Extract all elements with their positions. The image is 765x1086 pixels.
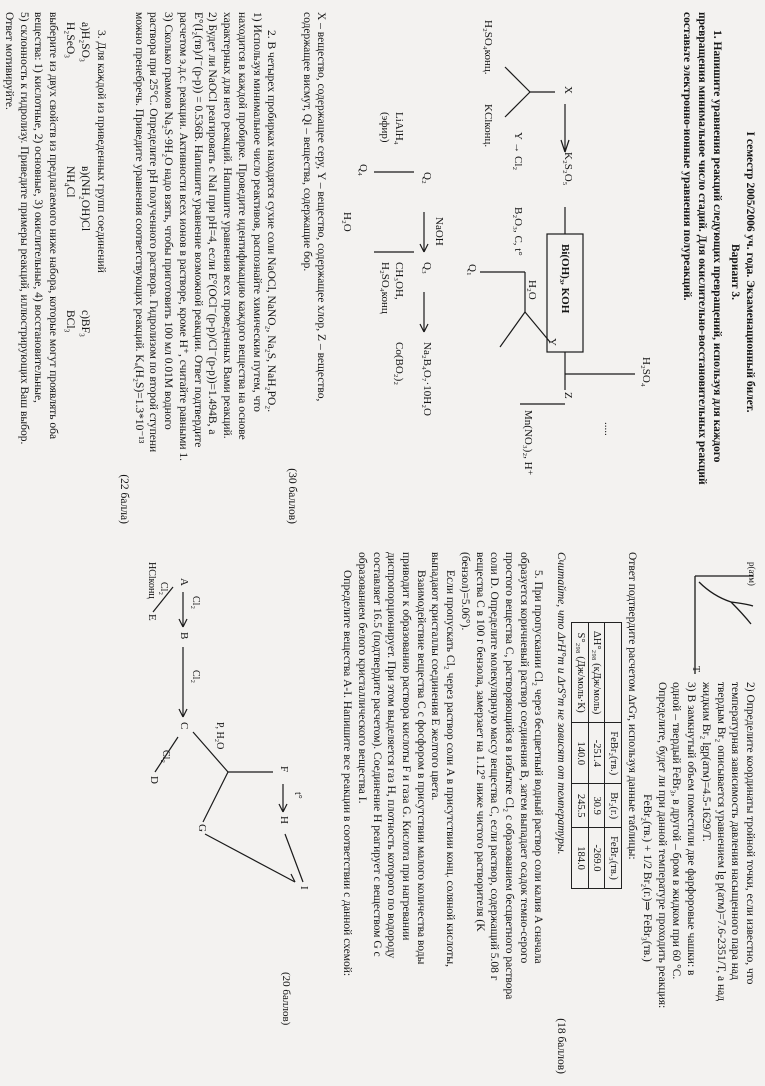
- node-e: E: [146, 614, 159, 621]
- z-label: Z: [562, 392, 575, 399]
- q3-line-2: вещества: 1) кислотные, 2) основные, 3) окислительные, 4) восстановительные,: [32, 12, 45, 403]
- table-cell: S°₂₉₈ (Дж/моль·К): [572, 623, 588, 723]
- h2so4-conc2-label: H₂SO₄конц: [379, 262, 392, 314]
- q4c-line-5: 3) В замкнутый объем поместили две фарфоровые чашки: в: [685, 682, 698, 976]
- q3-line-1: выберите из двух свойств из предлагаемого ниже набора, которые могут проявлять оба: [47, 12, 60, 440]
- node-a: A: [178, 578, 191, 586]
- q3-line-4: Ответ мотивируйте.: [3, 12, 16, 110]
- q3-group-a-2: H₂SeO₃: [63, 22, 76, 59]
- table-header-cell: FeBr₂(тв.): [605, 723, 621, 784]
- q2-line-5: 2) Будет ли NaOCl реагировать с NaI при pH=4, если E°(OCl⁻(р-р)/Cl⁻(р-р))=1.494В, а: [206, 12, 219, 435]
- q4c-line-4: жидким Br₂ lgp(атм)=4.5-1629/T.: [699, 682, 712, 842]
- q2-line-8: 3) Сколько граммов Na₂S·9H₂O надо взять, чтобы приготовить 100 мл 0.01М водного: [162, 12, 175, 430]
- table-cell: 30.9: [588, 784, 604, 828]
- reaction-scheme-2: [143, 552, 333, 1074]
- q5-line-10: приводит к образованию раствора кислоты F и газа G. Кислота при нагревании: [400, 552, 413, 941]
- q2-line-2: 1) Используя минимальное число реактивов, распознайте химическим путем, что: [250, 12, 263, 412]
- q5-line-13: образованием белого кристаллического вещества I.: [355, 552, 368, 804]
- q5-line-3: простого вещества C, растворяющийся в избытке Cl₂ с образованием бесцветного раствора: [503, 552, 516, 1000]
- pt-diagram: [687, 562, 757, 682]
- q4c-line-1: 2) Определите координаты тройной точки, если известно, что: [744, 682, 756, 985]
- q3-groups: [62, 22, 91, 532]
- table-row: [572, 623, 588, 889]
- q5-line-5: вещества C в 100 г бензола, замерзает на 1.12° ниже чистого растворителя (K: [473, 552, 486, 932]
- cobo-label: Co(BO₂)₂: [393, 342, 406, 386]
- q1-line-3: составьте электронно-ионные уравнения полуреакций.: [681, 12, 694, 301]
- q5-line-14: Определите вещества A-I. Напишите все реакции в соответствии с данной схемой:: [341, 570, 354, 977]
- table-cell: -269.0: [588, 828, 604, 889]
- q3-group-b-2: NH₄Cl: [63, 166, 76, 198]
- reagent-t: t°: [292, 792, 304, 799]
- y-cl2-label: Y → Cl₂: [512, 132, 525, 171]
- q1-label: Q₁: [466, 264, 479, 276]
- q4-points: (18 баллов): [555, 1018, 568, 1074]
- naoh-label: NaOH: [433, 217, 446, 246]
- q5-line-1: 5. При пропускании Cl₂ через бесцветный водный раствор соли калия A сначала: [532, 570, 545, 964]
- scheme-2-arrows: [143, 552, 333, 1074]
- q5-line-7: Если пропускать Cl₂ через раствор соли A в присутствии конц. соляной кислоты,: [444, 570, 457, 967]
- reagent-cl2-2: Cl₂: [190, 670, 202, 683]
- q5-line-2: образуется коричневый раствор соединения B, затем выпадает осадок темно-серого: [517, 552, 530, 964]
- q4c-line-7: Определите, будет ли при данной температуре проходить реакция:: [655, 682, 668, 1009]
- h2o-label-1: H₂O: [526, 280, 539, 300]
- dots-label: .....: [602, 422, 615, 436]
- node-g: G: [196, 824, 209, 832]
- q5-line-9: Взаимодействие вещества C с фосфором в присутствии малого количества воды: [414, 570, 427, 965]
- reagent-ph2o: P, H₂O: [214, 722, 226, 750]
- q4c-line-6: одной – твердый FeBr₃, в другой – бром в жидком при 60 °С.: [670, 682, 683, 980]
- node-f: F: [278, 766, 291, 773]
- q3-group-c-2: BCl₃: [63, 310, 76, 333]
- table-row: [588, 623, 604, 889]
- q3-group-b-1: в)(NH₂OH)Cl: [78, 166, 91, 232]
- table-cell: ΔH°₂₉₈ (кДж/моль): [588, 623, 604, 723]
- table-cell: 140.0: [572, 723, 588, 784]
- node-d: D: [148, 776, 161, 784]
- reaction-scheme-1: [460, 12, 675, 532]
- ether-label: (эфир): [379, 112, 392, 143]
- node-i: I: [298, 886, 311, 890]
- table-intro: Ответ подтвердите расчетом ΔrGт, используя данные таблицы:: [626, 552, 639, 860]
- reagent-cl2-4: Cl₂: [158, 582, 170, 595]
- q2-line-10: можно пренебречь. Приведите уравнения соответствующих реакций. Kₐ(H₂S)=1.3*10⁻¹³: [132, 12, 145, 444]
- y2-label: Y: [546, 338, 559, 346]
- q2-line-6: E°(I₂(тв)/I⁻(р-р)) = 0.536В. Напишите уравнение возможной реакции. Ответ подтвердите: [191, 12, 204, 448]
- graph-x-label: T: [690, 666, 701, 673]
- thermo-table: [571, 622, 621, 889]
- exam-header: I семестр 2005/2006 уч. года. Экзаменационный билет.: [744, 131, 756, 413]
- reagent-hcl: HClконц: [146, 562, 158, 599]
- q5-line-12: составляет 16.5 (подтвердите расчетом). Соединение H реагирует с веществом G с: [370, 552, 383, 957]
- q3-label: Q₃: [421, 262, 434, 274]
- q4-label: Q₄: [357, 164, 370, 176]
- kcl-label: KClконц.: [482, 104, 495, 148]
- legend-line-2: содержащее висмут, Qi – вещества, содержащие бор.: [300, 12, 313, 272]
- q3-group-a: [62, 22, 91, 142]
- q3-group-b: [62, 166, 91, 286]
- q2-points: (22 балла): [118, 474, 131, 524]
- node-h: H: [278, 816, 291, 824]
- q2-line-9: раствора при 25°С. Определите pH полученного раствора. Гидролизом по второй ступени: [147, 12, 160, 453]
- q5-line-6: (бензол)=5.06°).: [458, 552, 471, 631]
- lialh4-label: LiAlH₄: [393, 112, 406, 145]
- reaction-scheme-1b: [334, 12, 454, 532]
- table-cell: 184.0: [572, 828, 588, 889]
- table-cell: 245.5: [572, 784, 588, 828]
- q3-group-c: [62, 310, 91, 430]
- q3-group-a-1: а)H₂SO₃: [78, 22, 91, 62]
- k2s2o5-label: K₂S₂O₅: [562, 152, 575, 186]
- q1-line-1: 1. Напишите уравнения реакций следующих превращений, используя для каждого: [710, 30, 723, 463]
- q4c-line-2: температурная зависимость давления насыщенного пара над: [729, 682, 742, 980]
- table-note: Считайте, что ΔrH°т и ΔrS°т не зависят от температуры.: [555, 552, 568, 855]
- ch3oh-label: CH₃OH,: [393, 262, 406, 300]
- table-header-cell: FeBr₃(тв.): [605, 828, 621, 889]
- x-label: X: [562, 86, 575, 94]
- q5-line-11: диспропорционирует. При этом выделяется газ H, плотность которого по водороду: [385, 552, 398, 959]
- q2-line-1: 2. В четырех пробирках находятся сухие соли NaOCl, NaNO₂, Na₂S, NaH₂PO₂.: [265, 30, 278, 413]
- q3-line-3: 5) склонность к гидролизу. Приведите примеры реакций, иллюстрирующих Ваш выбор.: [17, 12, 30, 445]
- table-cell: -251.4: [588, 723, 604, 784]
- variant-title: Вариант 3.: [729, 244, 742, 300]
- h2so4-conc-label: H₂SO₄конц.: [482, 20, 495, 75]
- q5-line-4: соли D. Определите молекулярную массу вещества C, если раствор, содержащий 5.08 г: [488, 552, 501, 981]
- q2-line-7: расчетом э.д.с. реакции. Активности всех ионов в растворе, кроме H⁺, считайте равными 1.: [176, 12, 189, 462]
- q3-intro: 3. Для каждой из приведенных групп соединений: [95, 30, 108, 273]
- legend-line-1: X – вещество, содержащее серу, Y – вещество, содержащее хлор, Z – вещество,: [315, 12, 328, 402]
- graph-y-label: p(атм): [747, 562, 757, 586]
- table-header-cell: Br₂(г.): [605, 784, 621, 828]
- table-header-row: [605, 623, 621, 889]
- q2-line-3: находится в каждой пробирке. Проведите идентификацию каждого вещества на основе: [235, 12, 248, 440]
- table-header-cell: [605, 623, 621, 723]
- q5-line-8: выпадают кристаллы соединения E желтого цвета.: [429, 552, 442, 801]
- h2so4-label: H₂SO₄: [640, 357, 653, 387]
- box-label: Bi(OH)₃, KOH: [559, 244, 572, 314]
- q5-points: (20 баллов): [280, 972, 293, 1026]
- b2o3-label: B₂O₃, C, t°: [512, 207, 525, 256]
- q1-points: (30 баллов): [285, 468, 298, 524]
- reagent-cl2-3: Cl₂: [160, 750, 172, 763]
- node-b: B: [178, 632, 191, 640]
- q2-line-4: характерных для него реакций. Напишите уравнения всех проведенных Вами реакций.: [221, 12, 234, 439]
- borax-label: Na₂B₄O₇·10H₂O: [421, 342, 434, 416]
- node-c: C: [178, 722, 191, 730]
- reagent-cl2-1: Cl₂: [190, 596, 202, 609]
- mn-label: Mn(NO₃)₂, H⁺: [522, 410, 535, 476]
- q4c-line-3: твердым Br₂ описывается уравнением lg p(атм)=7.6-2351/T, а над: [714, 682, 727, 1002]
- q3-group-c-1: с)BF₃: [78, 310, 91, 338]
- h2o-label-2: H₂O: [341, 212, 354, 232]
- q2-label: Q₂: [421, 172, 434, 184]
- left-column: [3, 12, 757, 532]
- q1-line-2: превращения минимальное число стадий. Для окислительно-восстановительных реакций: [695, 12, 708, 485]
- q4c-line-8: FeBr₂(тв.) + 1/2 Br₂(г.)⇒ FeBr₃(тв.): [640, 794, 653, 962]
- right-column: [8, 552, 757, 1074]
